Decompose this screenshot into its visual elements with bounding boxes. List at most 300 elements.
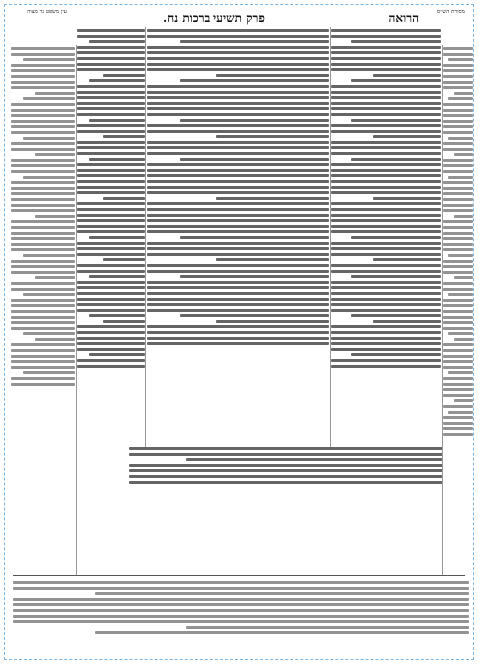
text-line [147, 124, 329, 127]
margin-divider-right [442, 45, 443, 575]
text-line [331, 214, 441, 217]
text-line [103, 74, 145, 77]
text-line [13, 620, 469, 623]
text-line [351, 236, 441, 239]
text-line [77, 253, 145, 256]
text-line [77, 292, 145, 295]
text-line [13, 587, 469, 590]
text-line [331, 247, 441, 250]
gemara-text-block [147, 27, 329, 464]
text-line [331, 169, 441, 172]
text-line [331, 191, 441, 194]
text-line [443, 148, 473, 151]
text-line [443, 360, 473, 363]
text-line [331, 113, 441, 116]
text-line [77, 51, 145, 54]
text-line [448, 293, 473, 296]
text-line [11, 114, 75, 117]
text-line [373, 197, 441, 200]
text-line [351, 314, 441, 317]
text-line [331, 152, 441, 155]
text-line [77, 46, 145, 49]
text-line [454, 399, 473, 402]
text-line [129, 464, 443, 467]
text-line [147, 96, 329, 99]
text-line [129, 447, 443, 450]
text-line [129, 481, 443, 484]
text-line [77, 331, 145, 334]
text-line [11, 69, 75, 72]
text-line [454, 92, 473, 95]
text-line [443, 170, 473, 173]
text-line [443, 383, 473, 386]
text-line [77, 152, 145, 155]
text-line [147, 107, 329, 110]
text-line [23, 371, 75, 374]
text-line [331, 46, 441, 49]
text-line [331, 130, 441, 133]
text-line [443, 64, 473, 67]
text-line [147, 68, 329, 71]
column-divider-left [145, 27, 146, 447]
text-line [129, 453, 443, 456]
text-line [147, 57, 329, 60]
text-line [331, 292, 441, 295]
text-line [89, 275, 145, 278]
text-line [147, 247, 329, 250]
text-line [89, 314, 145, 317]
text-line [35, 215, 75, 218]
text-line [443, 192, 473, 195]
text-line [77, 365, 145, 368]
text-line [351, 158, 441, 161]
text-line [11, 220, 75, 223]
text-line [443, 388, 473, 391]
text-line [11, 120, 75, 123]
text-line [331, 63, 441, 66]
text-line [454, 215, 473, 218]
text-line [448, 332, 473, 335]
text-line [443, 394, 473, 397]
text-line [77, 68, 145, 71]
text-line [11, 192, 75, 195]
text-line [443, 75, 473, 78]
text-line [11, 164, 75, 167]
text-line [443, 237, 473, 240]
text-line [103, 258, 145, 261]
text-line [443, 164, 473, 167]
text-line [331, 286, 441, 289]
text-line [11, 355, 75, 358]
text-line [11, 187, 75, 190]
margin-divider-left [76, 45, 77, 575]
text-line [147, 63, 329, 66]
text-line [443, 366, 473, 369]
text-line [77, 113, 145, 116]
text-line [147, 85, 329, 88]
text-line [147, 191, 329, 194]
text-line [11, 181, 75, 184]
text-line [77, 270, 145, 273]
text-line [77, 214, 145, 217]
text-line [77, 141, 145, 144]
text-line [129, 475, 443, 478]
text-line [147, 214, 329, 217]
text-line [216, 320, 329, 323]
text-line [11, 75, 75, 78]
text-line [331, 107, 441, 110]
text-line [147, 331, 329, 334]
text-line [77, 202, 145, 205]
text-line [443, 209, 473, 212]
text-line [331, 208, 441, 211]
text-line [147, 169, 329, 172]
text-line [331, 68, 441, 71]
text-line [147, 230, 329, 233]
text-line [331, 230, 441, 233]
text-line [147, 303, 329, 306]
text-line [331, 141, 441, 144]
text-line [448, 254, 473, 257]
text-line [180, 79, 329, 82]
text-line [448, 137, 473, 140]
text-line [77, 91, 145, 94]
text-line [147, 286, 329, 289]
text-line [11, 109, 75, 112]
text-line [13, 581, 469, 584]
text-line [331, 264, 441, 267]
text-line [11, 310, 75, 313]
text-line [77, 102, 145, 105]
text-line [77, 359, 145, 362]
text-line [186, 458, 443, 461]
text-line [11, 226, 75, 229]
text-line [11, 327, 75, 330]
text-line [77, 208, 145, 211]
text-line [443, 271, 473, 274]
text-line [23, 332, 75, 335]
text-line [77, 146, 145, 149]
text-line [11, 159, 75, 162]
text-line [77, 63, 145, 66]
text-line [443, 288, 473, 291]
text-line [331, 365, 441, 368]
text-line [180, 236, 329, 239]
text-line [11, 170, 75, 173]
text-line [77, 180, 145, 183]
rashi-commentary-column [331, 27, 441, 493]
text-line [147, 163, 329, 166]
text-line [443, 405, 473, 408]
text-line [443, 433, 473, 436]
text-line [331, 309, 441, 312]
text-line [147, 130, 329, 133]
text-line [13, 598, 469, 601]
text-line [147, 202, 329, 205]
text-line [443, 181, 473, 184]
text-line [11, 81, 75, 84]
text-line [331, 91, 441, 94]
text-line [443, 142, 473, 145]
text-line [443, 416, 473, 419]
text-line [35, 276, 75, 279]
text-line [147, 342, 329, 345]
text-line [23, 254, 75, 257]
text-line [77, 35, 145, 38]
text-line [11, 103, 75, 106]
text-line [448, 411, 473, 414]
text-line [331, 35, 441, 38]
text-line [95, 592, 469, 595]
text-line [77, 130, 145, 133]
text-line [331, 219, 441, 222]
text-line [147, 264, 329, 267]
text-line [147, 152, 329, 155]
text-line [373, 74, 441, 77]
text-line [351, 275, 441, 278]
text-line [448, 371, 473, 374]
text-line [11, 204, 75, 207]
text-line [77, 186, 145, 189]
text-line [77, 124, 145, 127]
text-line [331, 202, 441, 205]
text-line [23, 293, 75, 296]
text-line [216, 74, 329, 77]
text-line [454, 153, 473, 156]
tractate-chapter-right: הרואה [388, 11, 419, 25]
text-line [331, 146, 441, 149]
text-line [147, 113, 329, 116]
text-line [147, 208, 329, 211]
text-line [23, 97, 75, 100]
text-line [23, 176, 75, 179]
text-line [443, 232, 473, 235]
text-line [331, 298, 441, 301]
text-line [331, 85, 441, 88]
text-line [443, 86, 473, 89]
text-line [147, 270, 329, 273]
text-line [13, 615, 469, 618]
text-line [180, 40, 329, 43]
text-line [443, 243, 473, 246]
text-line [89, 40, 145, 43]
text-line [11, 299, 75, 302]
text-line [331, 124, 441, 127]
text-line [77, 303, 145, 306]
text-line [331, 337, 441, 340]
text-line [77, 219, 145, 222]
text-line [77, 342, 145, 345]
text-line [103, 320, 145, 323]
text-line [443, 109, 473, 112]
text-line [331, 325, 441, 328]
text-line [180, 275, 329, 278]
text-line [77, 169, 145, 172]
text-line [331, 29, 441, 32]
text-line [77, 309, 145, 312]
text-line [11, 198, 75, 201]
text-line [147, 29, 329, 32]
text-line [443, 103, 473, 106]
text-line [443, 316, 473, 319]
text-line [147, 102, 329, 105]
text-line [443, 427, 473, 430]
text-line [443, 220, 473, 223]
ein-mishpat-label: עין משפט נר מצוה [27, 9, 67, 15]
text-line [331, 242, 441, 245]
text-line [77, 85, 145, 88]
text-line [77, 286, 145, 289]
text-line [23, 137, 75, 140]
text-line [23, 58, 75, 61]
text-line [351, 119, 441, 122]
text-line [147, 337, 329, 340]
text-line [95, 631, 469, 634]
text-line [448, 97, 473, 100]
text-line [11, 86, 75, 89]
text-line [11, 260, 75, 263]
text-line [77, 281, 145, 284]
text-line [331, 225, 441, 228]
text-line [443, 248, 473, 251]
mesoret-hashas-label: מסורת הש״ס [437, 9, 465, 15]
text-line [443, 131, 473, 134]
text-line [373, 258, 441, 261]
text-line [216, 197, 329, 200]
text-line [331, 348, 441, 351]
text-line [373, 135, 441, 138]
text-line [35, 92, 75, 95]
text-line [448, 58, 473, 61]
text-line [443, 282, 473, 285]
text-line [443, 349, 473, 352]
text-line [11, 237, 75, 240]
text-line [147, 91, 329, 94]
text-line [77, 242, 145, 245]
text-line [186, 626, 469, 629]
text-line [180, 314, 329, 317]
text-line [11, 125, 75, 128]
column-divider-right [330, 27, 331, 447]
footer-divider [13, 575, 465, 576]
text-line [443, 114, 473, 117]
text-line [11, 53, 75, 56]
text-line [77, 57, 145, 60]
text-line [147, 186, 329, 189]
text-line [443, 304, 473, 307]
text-line [11, 377, 75, 380]
text-line [35, 338, 75, 341]
text-line [11, 360, 75, 363]
text-line [331, 270, 441, 273]
text-line [443, 47, 473, 50]
text-line [180, 158, 329, 161]
text-line [77, 225, 145, 228]
text-line [147, 225, 329, 228]
text-line [443, 310, 473, 313]
text-line [11, 148, 75, 151]
text-line [331, 57, 441, 60]
text-line [331, 174, 441, 177]
text-line [11, 47, 75, 50]
text-line [11, 142, 75, 145]
text-line [77, 264, 145, 267]
page-header [13, 11, 465, 25]
text-line [331, 253, 441, 256]
text-line [331, 102, 441, 105]
text-line [443, 422, 473, 425]
text-line [147, 174, 329, 177]
text-line [11, 304, 75, 307]
text-line [443, 265, 473, 268]
text-line [11, 209, 75, 212]
text-line [147, 253, 329, 256]
text-line [443, 81, 473, 84]
text-line [443, 343, 473, 346]
text-line [443, 377, 473, 380]
text-line [89, 236, 145, 239]
text-line [77, 298, 145, 301]
text-line [11, 248, 75, 251]
text-line [331, 359, 441, 362]
text-line [147, 242, 329, 245]
text-line [11, 366, 75, 369]
text-line [11, 288, 75, 291]
text-line [11, 316, 75, 319]
text-line [13, 609, 469, 612]
text-line [454, 338, 473, 341]
text-line [443, 198, 473, 201]
text-line [11, 282, 75, 285]
text-line [443, 53, 473, 56]
text-line [351, 353, 441, 356]
text-line [443, 299, 473, 302]
text-line [448, 176, 473, 179]
text-line [147, 281, 329, 284]
text-line [89, 353, 145, 356]
text-line [77, 107, 145, 110]
text-line [103, 197, 145, 200]
text-line [443, 260, 473, 263]
text-line [331, 186, 441, 189]
text-line [443, 69, 473, 72]
text-line [443, 327, 473, 330]
text-line [103, 135, 145, 138]
text-line [351, 40, 441, 43]
text-line [147, 298, 329, 301]
text-line [77, 96, 145, 99]
text-line [331, 180, 441, 183]
text-line [454, 276, 473, 279]
text-line [89, 158, 145, 161]
text-line [11, 343, 75, 346]
text-line [11, 321, 75, 324]
text-line [331, 96, 441, 99]
text-line [77, 174, 145, 177]
text-line [11, 243, 75, 246]
text-line [129, 469, 443, 472]
text-line [147, 46, 329, 49]
text-line [77, 337, 145, 340]
text-line [147, 51, 329, 54]
text-line [89, 79, 145, 82]
text-line [77, 348, 145, 351]
text-line [89, 119, 145, 122]
text-line [11, 265, 75, 268]
text-line [77, 247, 145, 250]
text-line [11, 64, 75, 67]
text-line [11, 232, 75, 235]
